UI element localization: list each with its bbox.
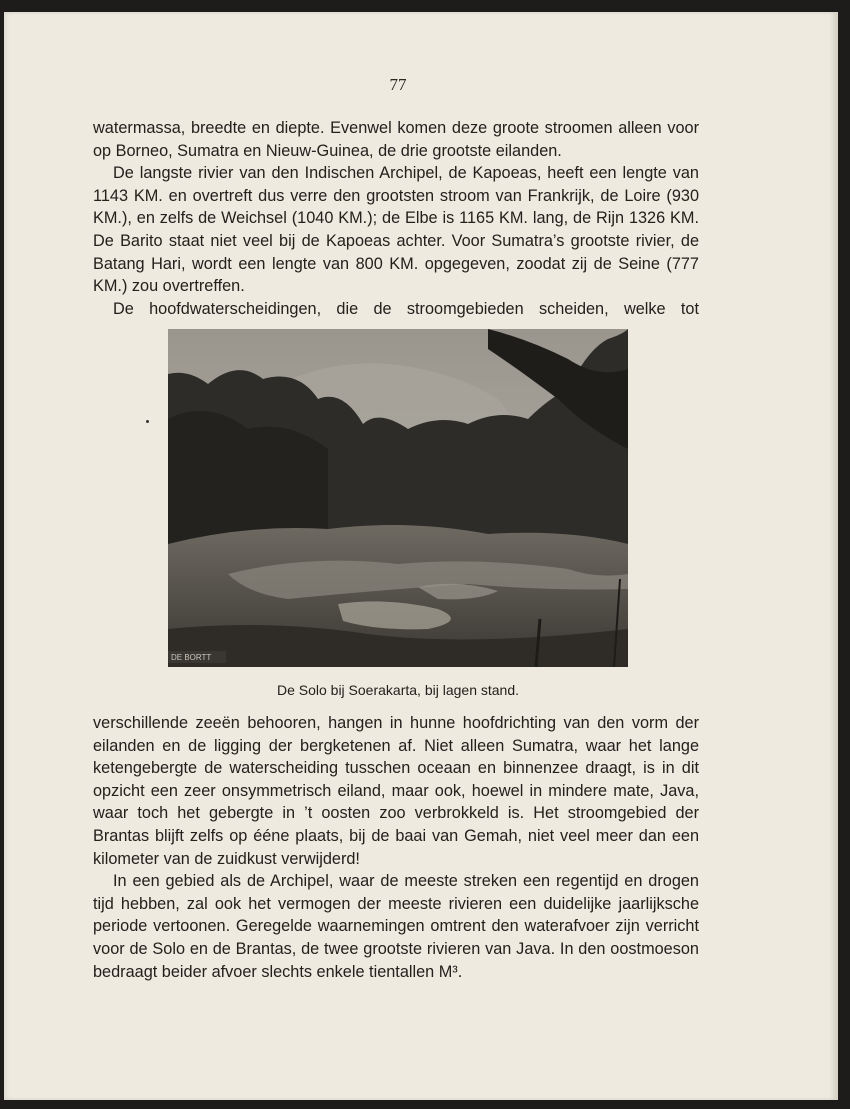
paragraph-2: De langste rivier van den Indischen Archipel, de Kapoeas, heeft een lengte van 1143 KM. en overtreft dus verre den grootsten stroom van Frankrijk, de Loire (930 KM.), en zelfs de Weichsel (1040 KM.); de Elbe is 1165 KM. lang, de Rijn 1326 KM. De Barito staat niet veel bij de Kapoeas achter. Voor Sumatra’s grootste rivier, de Batang Hari, wordt een lengte van 800 KM. opgegeven, zoodat zij de Seine (777 KM.) zou overtreffen. [93, 164, 699, 296]
river-photograph [168, 329, 628, 667]
paragraph-1: watermassa, breedte en diepte. Evenwel komen deze groote stroomen alleen voor op Borneo, Sumatra en Nieuw-Guinea, de drie grootste eilanden. [93, 119, 699, 160]
photo-illustration [168, 329, 628, 667]
text-block-bottom [93, 712, 699, 983]
page-edge [835, 12, 838, 1100]
print-speck [146, 420, 149, 423]
photo-credit: DE BORTT [171, 653, 212, 662]
figure-caption: De Solo bij Soerakarta, bij lagen stand. [276, 682, 520, 698]
text-block-top [93, 117, 699, 320]
paragraph-4: In een gebied als de Archipel, waar de meeste streken een regentijd en drogen tijd hebben, zal ook het vermogen der meeste rivieren een duidelijke jaarlijksche periode vertoonen. Geregelde waarnemingen omtrent den waterafvoer zijn verricht voor de Solo en de Brantas, de twee grootste rivieren van Java. In den oostmoeson bedraagt beider afvoer slechts enkele tientallen M³. [93, 872, 699, 981]
paragraph-3-continued: verschillende zeeën behooren, hangen in hunne hoofdrichting van den vorm der eilanden en de ligging der bergketenen af. Niet alleen Sumatra, waar het lange ketengebergte de waterscheiding tusschen oceaan en binnenzee draagt, is in dit opzicht een zeer onsymmetrisch eiland, maar ook, hoewel in mindere mate, Java, waar toch het gebergte in ’t oosten zoo verbrokkeld is. Het stroomgebied der Brantas blijft zelfs op ééne plaats, bij de baai van Gemah, niet veel meer dan een kilometer van de zuidkust verwijderd! [93, 714, 699, 868]
page-number: 77 [389, 75, 407, 94]
paragraph-3-start: De hoofdwaterscheidingen, die de stroomgebieden scheiden, welke tot [113, 299, 699, 318]
